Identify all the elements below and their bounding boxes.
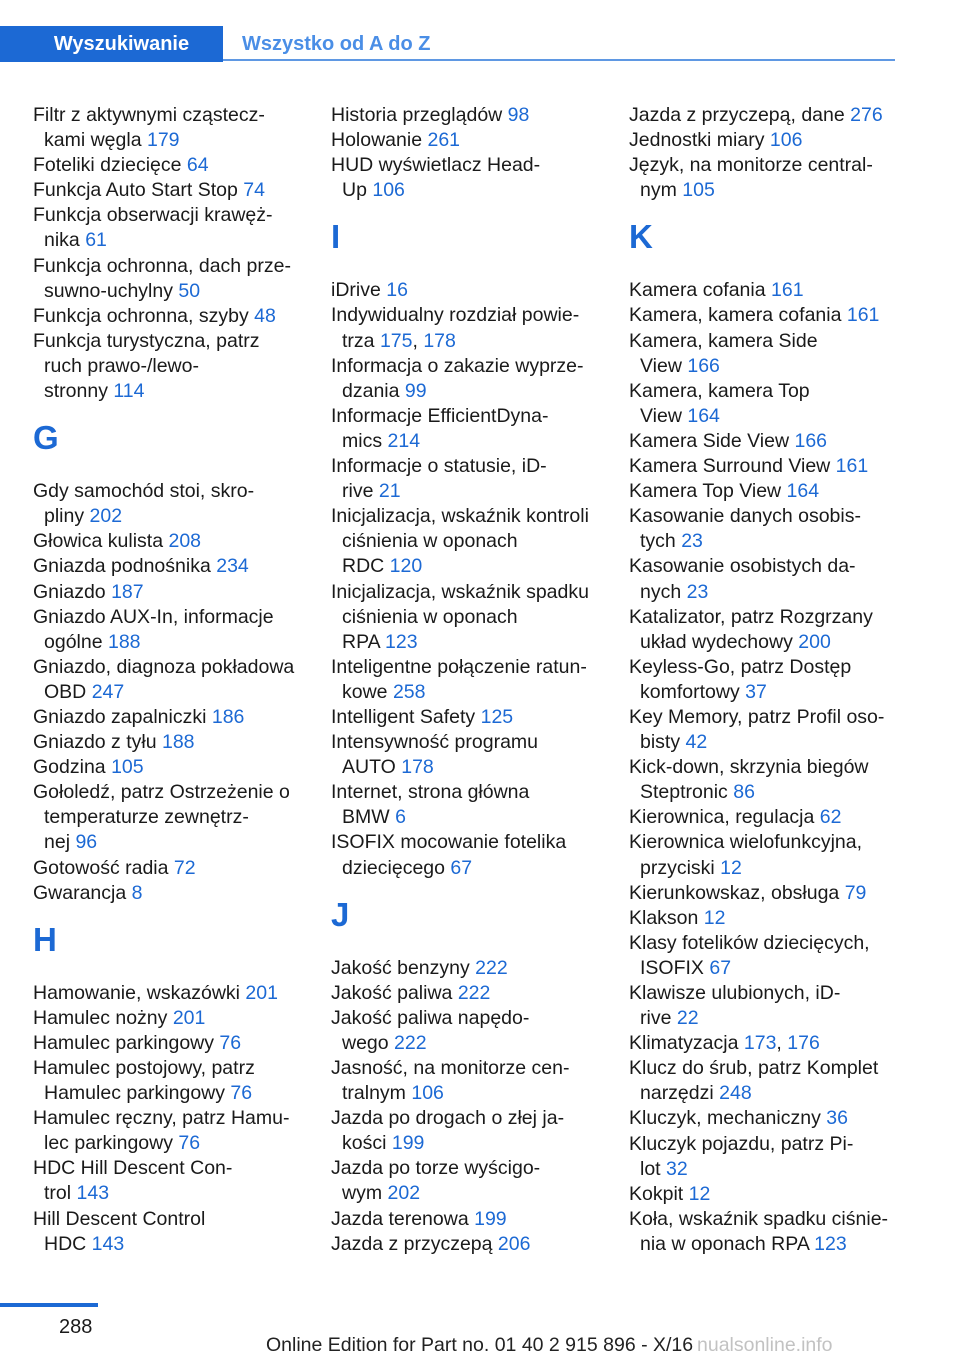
page-link[interactable]: 234: [216, 555, 249, 578]
index-entry: Hamowanie, wskazówki 201: [33, 981, 278, 1004]
index-entry: Kamera Surround View 161: [629, 455, 869, 478]
index-column-3: [629, 103, 901, 1257]
page-link[interactable]: 125: [480, 705, 514, 728]
page-link[interactable]: 176: [787, 1032, 820, 1055]
index-entry: Indywidualny rozdział powie‐ trza 175, 178: [331, 304, 580, 352]
page-link[interactable]: 178: [423, 329, 456, 352]
page-link[interactable]: 99: [404, 379, 427, 402]
index-entry: Informacja o zakazie wyprze‐ dzania 99: [331, 354, 584, 402]
page-link[interactable]: 248: [719, 1082, 752, 1105]
page-link[interactable]: 16: [386, 279, 408, 302]
index-entry: Gniazdo AUX-In, informacje ogólne 188: [33, 605, 274, 653]
index-entry: Głowica kulista 208: [33, 530, 202, 553]
page-link[interactable]: 72: [173, 856, 196, 879]
index-entry: Gniazdo zapalniczki 186: [33, 705, 245, 728]
page-link[interactable]: 79: [844, 881, 867, 904]
index-entry: Intensywność programu AUTO 178: [331, 731, 539, 779]
page-link[interactable]: 161: [771, 279, 804, 302]
index-entry: Kierownica wielofunkcyjna, przyciski 12: [629, 831, 863, 879]
page-link[interactable]: 164: [687, 404, 720, 427]
page-link[interactable]: 36: [826, 1107, 848, 1130]
index-entry: Klakson 12: [629, 906, 726, 929]
index-entry: Kamera, kamera cofania 161: [629, 304, 880, 327]
index-entry: Klasy fotelików dziecięcych, ISOFIX 67: [629, 931, 870, 979]
index-entry: Język, na monitorze central‐ nym 105: [629, 154, 873, 202]
page-link[interactable]: 120: [389, 555, 423, 578]
page-link[interactable]: 188: [161, 731, 195, 754]
page-link[interactable]: 202: [387, 1182, 421, 1205]
index-entry: Godzina 105: [33, 756, 144, 779]
page-link[interactable]: 8: [131, 881, 143, 904]
section-letter: J: [331, 895, 350, 933]
page-link[interactable]: 199: [474, 1207, 507, 1230]
index-entry: Jakość paliwa napędo‐ wego 222: [331, 1006, 530, 1054]
edition-text: Online Edition for Part no. 01 40 2 915 896 - X/16: [266, 1334, 694, 1356]
index-entry: Kokpit 12: [629, 1182, 711, 1205]
index-entry: Jakość benzyny 222: [331, 956, 508, 979]
index-entry: Gwarancja 8: [33, 881, 143, 904]
page-link[interactable]: 76: [230, 1082, 253, 1105]
section-letter: I: [331, 218, 341, 256]
index-entry: Informacje o statusie, iD‐ rive 21: [331, 455, 547, 503]
page-link[interactable]: 98: [507, 104, 530, 126]
index-entry: Jazda po torze wyścigo‐ wym 202: [331, 1157, 541, 1205]
index-entry: Gniazdo z tyłu 188: [33, 731, 195, 754]
page-link[interactable]: 201: [172, 1006, 206, 1029]
page-link[interactable]: 161: [835, 455, 869, 478]
index-entry: Kamera Top View 164: [629, 480, 820, 503]
footer-divider: [0, 1303, 98, 1307]
index-entry: Klawisze ulubionych, iD‐ rive 22: [629, 982, 841, 1030]
index-entry: Internet, strona główna BMW 6: [331, 781, 530, 829]
page-link[interactable]: 12: [703, 906, 726, 929]
page-link[interactable]: 50: [178, 279, 201, 302]
tab-wyszukiwanie[interactable]: Wyszukiwanie: [0, 26, 223, 62]
index-entry: Kluczyk pojazdu, patrz Pi‐ lot 32: [629, 1132, 854, 1180]
page-link[interactable]: 161: [846, 304, 880, 327]
page-link[interactable]: 105: [111, 756, 144, 779]
index-entry: Jazda po drogach o złej ja‐ kości 199: [331, 1107, 565, 1155]
index-entry: HDC Hill Descent Con‐ trol 143: [33, 1157, 233, 1205]
page-link[interactable]: 106: [372, 179, 405, 202]
tab-underline: [223, 59, 895, 61]
page-link[interactable]: 222: [457, 981, 491, 1004]
page-link[interactable]: 222: [475, 956, 508, 979]
index-entry: Kamera Side View 166: [629, 429, 828, 452]
index-entry: Klimatyzacja 173, 176: [629, 1032, 820, 1055]
page-link[interactable]: 175: [379, 329, 413, 352]
index-column-2: [331, 103, 601, 1257]
page-link[interactable]: 62: [819, 806, 842, 829]
page-link[interactable]: 76: [219, 1031, 242, 1054]
tab-a-to-z[interactable]: Wszystko od A do Z: [242, 32, 431, 55]
page-link[interactable]: 96: [75, 831, 98, 854]
page-link[interactable]: 48: [254, 304, 276, 327]
index-entry: Jazda terenowa 199: [331, 1207, 507, 1230]
page-link[interactable]: 199: [391, 1132, 425, 1155]
page-link[interactable]: 42: [685, 731, 708, 754]
page-link[interactable]: 188: [107, 630, 141, 653]
page-link[interactable]: 206: [497, 1232, 531, 1255]
page-link[interactable]: 6: [395, 806, 406, 829]
section-letter: G: [33, 419, 59, 457]
page-link[interactable]: 261: [427, 129, 461, 152]
index-entry: iDrive 16: [331, 279, 408, 302]
page-link[interactable]: 143: [91, 1232, 125, 1255]
index-entry: Kluczyk, mechaniczny 36: [629, 1107, 848, 1130]
index-entry: Intelligent Safety 125: [331, 705, 514, 728]
index-entry: Funkcja obserwacji krawęż‐ nika 61: [33, 204, 273, 252]
index-entry: Gniazdo 187: [33, 580, 144, 603]
index-entry: Funkcja Auto Start Stop 74: [33, 179, 265, 202]
index-entry: Informacje EfficientDyna‐ mics 214: [331, 404, 549, 452]
index-entry: Jednostki miary 106: [629, 129, 803, 152]
page-link[interactable]: 37: [745, 680, 767, 703]
page-link[interactable]: 123: [385, 630, 418, 653]
page-link[interactable]: 12: [720, 856, 742, 879]
index-column-1: [33, 103, 303, 1257]
page-link[interactable]: 201: [245, 981, 278, 1004]
page-link[interactable]: 106: [769, 129, 803, 152]
index-entry: Jakość paliwa 222: [331, 981, 491, 1004]
index-entry: Koła, wskaźnik spadku ciśnie‐ nia w oponach RPA 123: [629, 1207, 889, 1255]
page-link[interactable]: 179: [146, 129, 180, 152]
index-entry: Hamulec parkingowy 76: [33, 1031, 242, 1054]
index-entry: Funkcja ochronna, szyby 48: [33, 304, 276, 327]
index-entry: Gniazdo, diagnoza pokładowa OBD 247: [33, 655, 295, 703]
page-number: 288: [59, 1316, 93, 1338]
page-link[interactable]: 61: [85, 229, 107, 252]
page-link[interactable]: 178: [401, 756, 434, 779]
index-entry: Jazda z przyczepą 206: [331, 1232, 531, 1255]
index-entry: Kamera, kamera Top View 164: [629, 379, 810, 427]
index-entry: Kierunkowskaz, obsługa 79: [629, 881, 867, 904]
page-link[interactable]: 23: [681, 530, 703, 553]
header-tabs: [0, 26, 895, 62]
index-entry: Kasowanie osobistych da‐ nych 23: [629, 555, 856, 603]
page-link[interactable]: 23: [686, 580, 709, 603]
section-letter: K: [629, 218, 653, 256]
index-entry: Kick-down, skrzynia biegów Steptronic 86: [629, 756, 869, 804]
index-entry: HUD wyświetlacz Head- Up 106: [331, 154, 541, 202]
index-entry: Keyless-Go, patrz Dostęp komfortowy 37: [629, 655, 852, 703]
index-entry: Historia przeglądów 98: [331, 104, 530, 126]
index-entry: Filtr z aktywnymi cząstecz‐ kami węgla 179: [33, 104, 265, 152]
index-entry: Katalizator, patrz Rozgrzany układ wydechowy 200: [629, 605, 873, 653]
index-entry: Gołoledź, patrz Ostrzeżenie o temperaturze zewnętrz‐ nej 96: [33, 781, 290, 854]
index-entry: Hamulec postojowy, patrz Hamulec parkingowy 76: [33, 1057, 255, 1105]
page-link[interactable]: 166: [687, 354, 720, 377]
index-entry: ISOFIX mocowanie fotelika dziecięcego 67: [331, 831, 567, 879]
index-entry: Jazda z przyczepą, dane 276: [629, 104, 883, 126]
index-entry: Jasność, na monitorze cen‐ tralnym 106: [331, 1057, 570, 1105]
index-entry: Holowanie 261: [331, 129, 461, 152]
index-entry: Gotowość radia 72: [33, 856, 196, 879]
index-entry: Hill Descent Control HDC 143: [33, 1207, 206, 1255]
page-link[interactable]: 67: [450, 856, 473, 879]
page-link[interactable]: 64: [186, 154, 209, 177]
index-entry: Inicjalizacja, wskaźnik kontroli ciśnienia w oponach RDC 120: [331, 505, 589, 578]
page-link[interactable]: 276: [850, 104, 883, 126]
index-entry: Kasowanie danych osobis‐ tych 23: [629, 505, 861, 553]
index-entry: Kamera, kamera Side View 166: [629, 329, 818, 377]
page-link[interactable]: 186: [211, 705, 245, 728]
index-entry: Inicjalizacja, wskaźnik spadku ciśnienia w oponach RPA 123: [331, 580, 589, 653]
page-link[interactable]: 67: [709, 956, 732, 979]
page-link[interactable]: 12: [688, 1182, 711, 1205]
index-entry: Funkcja turystyczna, patrz ruch prawo-/lewo‐ stronny 114: [33, 329, 260, 403]
index-entry: Gdy samochód stoi, skro‐ pliny 202: [33, 480, 255, 528]
index-entry: Klucz do śrub, patrz Komplet narzędzi 248: [629, 1057, 879, 1105]
page-link[interactable]: 22: [676, 1007, 699, 1030]
page-link[interactable]: 247: [91, 680, 125, 703]
index-entry: Key Memory, patrz Profil oso‐ bisty 42: [629, 705, 885, 754]
page-link[interactable]: 143: [76, 1182, 110, 1205]
index-entry: Kierownica, regulacja 62: [629, 806, 842, 829]
index-entry: Kamera cofania 161: [629, 279, 804, 302]
page-link[interactable]: 214: [387, 429, 421, 452]
page-link[interactable]: 76: [178, 1132, 201, 1155]
section-letter: H: [33, 920, 57, 958]
page-link[interactable]: 200: [798, 630, 831, 653]
index-entry: Inteligentne połączenie ratun‐ kowe 258: [331, 655, 587, 703]
index-entry: Hamulec ręczny, patrz Hamu‐ lec parkingowy 76: [33, 1107, 290, 1155]
page-link[interactable]: 222: [394, 1031, 427, 1054]
page-link[interactable]: 106: [411, 1082, 444, 1105]
page-link[interactable]: 187: [111, 580, 144, 603]
page-link[interactable]: 105: [682, 179, 715, 202]
page-link[interactable]: 114: [113, 380, 145, 403]
index-entry: Hamulec nożny 201: [33, 1006, 206, 1029]
index-entry: Foteliki dziecięce 64: [33, 154, 209, 177]
page-link[interactable]: 202: [89, 505, 123, 528]
page-link[interactable]: 208: [168, 530, 202, 553]
page-link[interactable]: 164: [786, 480, 820, 503]
page-link[interactable]: 173: [743, 1032, 777, 1055]
page-link[interactable]: 123: [814, 1232, 847, 1255]
page-link[interactable]: 86: [733, 781, 755, 804]
index-entry: Gniazda podnośnika 234: [33, 555, 249, 578]
page-link[interactable]: 21: [378, 480, 401, 503]
page-link[interactable]: 258: [392, 680, 426, 703]
page-link[interactable]: 74: [243, 179, 265, 202]
page-link[interactable]: 32: [666, 1157, 688, 1180]
watermark: nualsonline.info: [697, 1334, 833, 1356]
index-entry: Funkcja ochronna, dach prze‐ suwno-uchylny 50: [33, 254, 291, 302]
page-link[interactable]: 166: [794, 429, 828, 452]
